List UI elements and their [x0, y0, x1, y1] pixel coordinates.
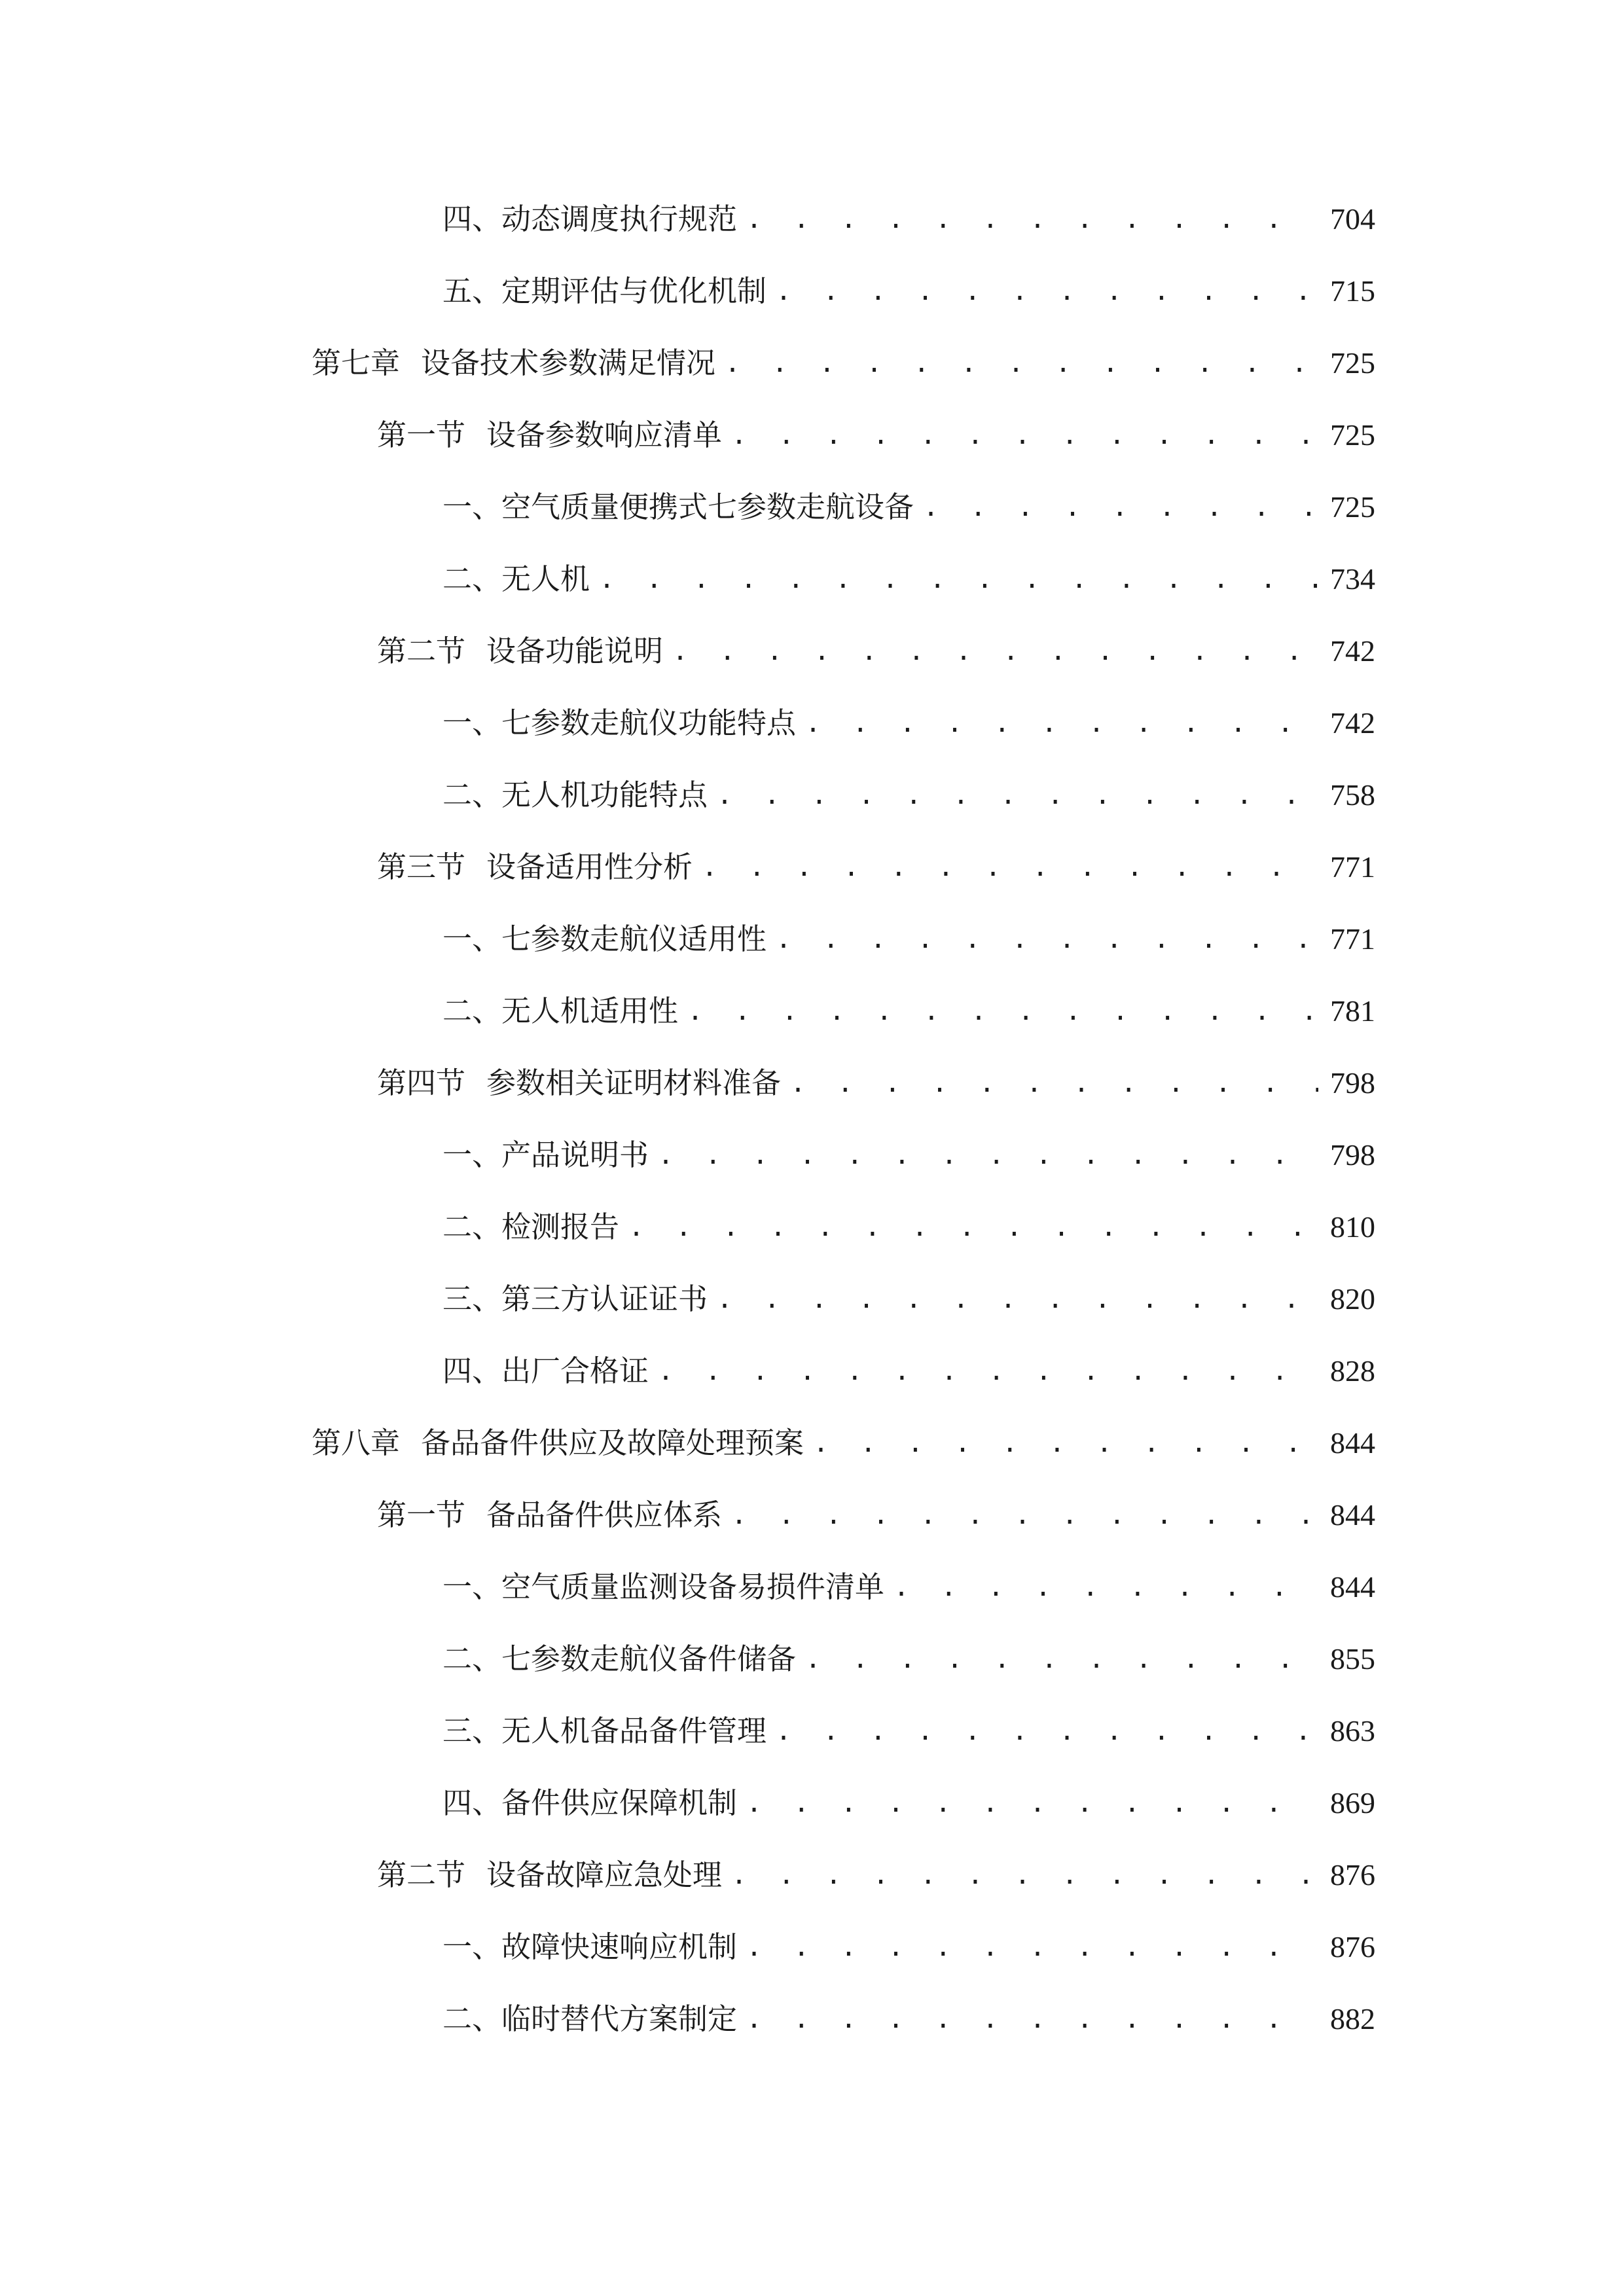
- toc-dot-leader: [746, 2000, 1318, 2039]
- toc-dot-leader: [731, 416, 1318, 455]
- toc-entry-title: 无人机功能特点: [501, 778, 708, 812]
- toc-entry-page-number: 742: [1330, 706, 1375, 740]
- toc-entry-title: 备品备件供应体系: [486, 1498, 723, 1532]
- toc-dot-leader: [658, 1352, 1318, 1391]
- toc-dot-leader: [687, 992, 1318, 1031]
- toc-entry-title: 检测报告: [501, 1210, 620, 1244]
- toc-entry-marker: 第三节: [377, 850, 466, 884]
- toc-entry[interactable]: [0, 1191, 1624, 1263]
- toc-entry[interactable]: [0, 1623, 1624, 1695]
- toc-entry[interactable]: [0, 1047, 1624, 1119]
- toc-entry-marker: 二、: [442, 778, 502, 812]
- toc-entry-title: 七参数走航仪适用性: [501, 922, 767, 956]
- toc-entry-page-number: 810: [1330, 1210, 1375, 1244]
- toc-entry-page-number: 734: [1330, 562, 1375, 596]
- toc-entry-title: 设备技术参数满足情况: [421, 346, 716, 380]
- toc-entry-page-number: 725: [1330, 346, 1375, 380]
- toc-dot-leader: [702, 848, 1318, 887]
- toc-entry-title: 设备故障应急处理: [486, 1857, 723, 1892]
- toc-entry-title: 设备适用性分析: [486, 850, 693, 884]
- toc-entry-page-number: 715: [1330, 274, 1375, 308]
- toc-entry[interactable]: [0, 327, 1624, 399]
- toc-entry[interactable]: [0, 255, 1624, 327]
- toc-dot-leader: [776, 272, 1318, 311]
- toc-entry-page-number: 844: [1330, 1426, 1375, 1460]
- toc-dot-leader: [923, 488, 1318, 527]
- toc-entry-page-number: 771: [1330, 850, 1375, 884]
- toc-entry-title: 设备功能说明: [486, 634, 664, 668]
- toc-entry-page-number: 863: [1330, 1714, 1375, 1748]
- toc-entry-marker: 第二节: [377, 1857, 466, 1892]
- toc-entry[interactable]: [0, 1839, 1624, 1911]
- toc-entry-title: 出厂合格证: [501, 1354, 649, 1388]
- toc-entry-marker: 二、: [442, 2001, 502, 2036]
- toc-entry-title: 无人机备品备件管理: [501, 1713, 767, 1748]
- toc-entry[interactable]: [0, 543, 1624, 615]
- toc-entry-page-number: 882: [1330, 2002, 1375, 2036]
- toc-entry-marker: 第二节: [377, 634, 466, 668]
- toc-entry-marker: 一、: [442, 706, 502, 740]
- toc-entry-marker: 第七章: [312, 346, 401, 380]
- toc-entry[interactable]: [0, 1407, 1624, 1479]
- toc-entry[interactable]: [0, 831, 1624, 903]
- toc-dot-leader: [658, 1136, 1318, 1175]
- toc-entry-title: 无人机: [501, 562, 590, 596]
- toc-entry-page-number: 781: [1330, 994, 1375, 1028]
- toc-entry-page-number: 798: [1330, 1138, 1375, 1172]
- toc-entry-page-number: 798: [1330, 1066, 1375, 1100]
- toc-entry[interactable]: [0, 1119, 1624, 1191]
- toc-entry-page-number: 758: [1330, 778, 1375, 812]
- toc-entry[interactable]: [0, 1263, 1624, 1335]
- toc-entry-marker: 第八章: [312, 1426, 401, 1460]
- toc-entry-page-number: 855: [1330, 1642, 1375, 1676]
- toc-dot-leader: [717, 776, 1318, 815]
- toc-entry[interactable]: [0, 1479, 1624, 1551]
- toc-entry-title: 七参数走航仪功能特点: [501, 706, 797, 740]
- toc-entry-page-number: 844: [1330, 1570, 1375, 1604]
- toc-entry[interactable]: [0, 1695, 1624, 1767]
- toc-entry-title: 备件供应保障机制: [501, 1785, 738, 1820]
- toc-entry-title: 空气质量便携式七参数走航设备: [501, 490, 914, 524]
- toc-entry-page-number: 820: [1330, 1282, 1375, 1316]
- toc-entry-marker: 第一节: [377, 418, 466, 452]
- toc-entry[interactable]: [0, 1911, 1624, 1983]
- toc-entry-title: 产品说明书: [501, 1138, 649, 1172]
- toc-dot-leader: [776, 1712, 1318, 1751]
- toc-dot-leader: [731, 1496, 1318, 1535]
- toc-entry-marker: 四、: [442, 1354, 502, 1388]
- table-of-contents: [0, 183, 1624, 2055]
- toc-entry-marker: 一、: [442, 1570, 502, 1604]
- toc-entry[interactable]: [0, 759, 1624, 831]
- toc-entry-marker: 三、: [442, 1713, 502, 1748]
- toc-entry-title: 临时替代方案制定: [501, 2001, 738, 2036]
- toc-entry-marker: 二、: [442, 994, 502, 1028]
- toc-entry-marker: 一、: [442, 1138, 502, 1172]
- toc-dot-leader: [599, 560, 1318, 599]
- toc-entry[interactable]: [0, 183, 1624, 255]
- toc-entry-title: 参数相关证明材料准备: [486, 1066, 782, 1100]
- toc-entry-page-number: 725: [1330, 418, 1375, 452]
- toc-entry-page-number: 876: [1330, 1930, 1375, 1964]
- toc-dot-leader: [672, 632, 1318, 671]
- toc-entry-marker: 第一节: [377, 1498, 466, 1532]
- toc-entry-marker: 二、: [442, 1210, 502, 1244]
- toc-entry-page-number: 876: [1330, 1858, 1375, 1892]
- toc-dot-leader: [746, 1784, 1318, 1823]
- toc-dot-leader: [790, 1064, 1318, 1103]
- toc-entry-marker: 一、: [442, 922, 502, 956]
- toc-entry[interactable]: [0, 1551, 1624, 1623]
- toc-entry-title: 七参数走航仪备件储备: [501, 1641, 797, 1676]
- toc-entry[interactable]: [0, 975, 1624, 1047]
- toc-entry[interactable]: [0, 687, 1624, 759]
- toc-entry[interactable]: [0, 1983, 1624, 2055]
- toc-entry[interactable]: [0, 1335, 1624, 1407]
- toc-dot-leader: [776, 920, 1318, 959]
- toc-dot-leader: [725, 344, 1318, 383]
- toc-entry-marker: 一、: [442, 1929, 502, 1964]
- toc-entry[interactable]: [0, 471, 1624, 543]
- toc-dot-leader: [717, 1280, 1318, 1319]
- toc-entry-marker: 第四节: [377, 1066, 466, 1100]
- toc-dot-leader: [746, 1928, 1318, 1967]
- toc-entry-title: 设备参数响应清单: [486, 418, 723, 452]
- toc-entry[interactable]: [0, 399, 1624, 471]
- toc-entry-page-number: 725: [1330, 490, 1375, 524]
- toc-entry-marker: 二、: [442, 562, 502, 596]
- toc-entry-title: 空气质量监测设备易损件清单: [501, 1570, 885, 1604]
- toc-entry-page-number: 742: [1330, 634, 1375, 668]
- toc-entry-title: 备品备件供应及故障处理预案: [421, 1426, 804, 1460]
- toc-dot-leader: [731, 1856, 1318, 1895]
- toc-entry-title: 动态调度执行规范: [501, 202, 738, 236]
- toc-dot-leader: [813, 1424, 1318, 1463]
- toc-entry-marker: 四、: [442, 202, 502, 236]
- toc-dot-leader: [746, 200, 1318, 239]
- toc-entry[interactable]: [0, 1767, 1624, 1839]
- toc-entry-title: 故障快速响应机制: [501, 1929, 738, 1964]
- toc-entry-page-number: 844: [1330, 1498, 1375, 1532]
- toc-entry-page-number: 704: [1330, 202, 1375, 236]
- toc-entry[interactable]: [0, 615, 1624, 687]
- toc-entry-page-number: 828: [1330, 1354, 1375, 1388]
- toc-entry-marker: 一、: [442, 490, 502, 524]
- toc-entry-marker: 五、: [442, 274, 502, 308]
- toc-entry-title: 定期评估与优化机制: [501, 274, 767, 308]
- toc-entry-marker: 三、: [442, 1282, 502, 1316]
- toc-entry-page-number: 771: [1330, 922, 1375, 956]
- toc-dot-leader: [805, 1640, 1318, 1679]
- toc-entry[interactable]: [0, 903, 1624, 975]
- toc-dot-leader: [893, 1568, 1318, 1607]
- toc-entry-title: 第三方认证证书: [501, 1282, 708, 1316]
- toc-entry-page-number: 869: [1330, 1786, 1375, 1820]
- toc-entry-marker: 二、: [442, 1641, 502, 1676]
- toc-dot-leader: [628, 1208, 1318, 1247]
- toc-entry-marker: 四、: [442, 1785, 502, 1820]
- toc-entry-title: 无人机适用性: [501, 994, 679, 1028]
- toc-dot-leader: [805, 704, 1318, 743]
